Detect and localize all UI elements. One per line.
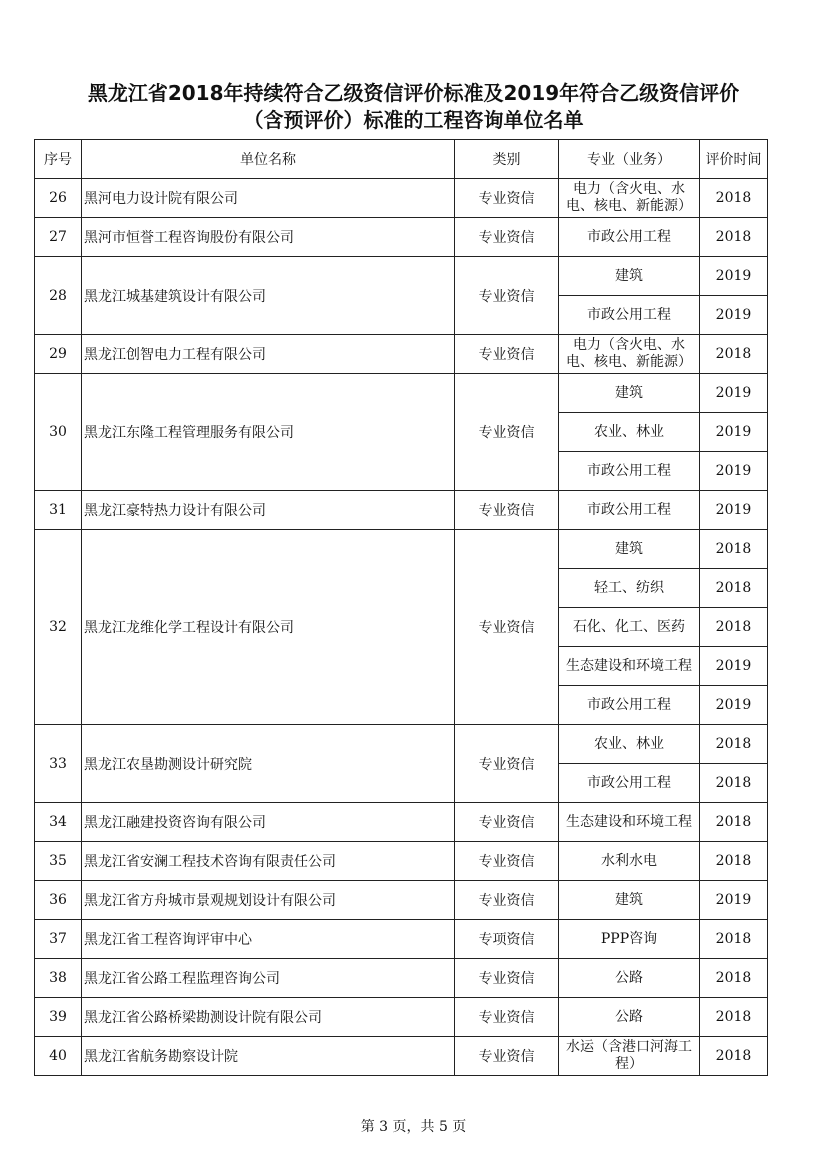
- evaluation-year: 2019: [700, 374, 768, 413]
- header-no: 序号: [35, 140, 82, 179]
- row-number: 29: [35, 335, 82, 374]
- evaluation-year: 2019: [700, 491, 768, 530]
- unit-name: 黑河市恒誉工程咨询股份有限公司: [82, 218, 455, 257]
- row-number: 35: [35, 842, 82, 881]
- specialty: 市政公用工程: [559, 218, 700, 257]
- evaluation-year: 2018: [700, 920, 768, 959]
- table-row: [35, 842, 768, 881]
- row-number: 33: [35, 725, 82, 803]
- header-name: 单位名称: [82, 140, 455, 179]
- unit-name: 黑龙江省工程咨询评审中心: [82, 920, 455, 959]
- page-footer: 第 3 页，共 5 页: [360, 1119, 467, 1135]
- evaluation-year: 2018: [700, 842, 768, 881]
- header-year: 评价时间: [700, 140, 768, 179]
- row-number: 38: [35, 959, 82, 998]
- evaluation-year: 2018: [700, 530, 768, 569]
- evaluation-year: 2019: [700, 881, 768, 920]
- row-number: 32: [35, 530, 82, 725]
- evaluation-year: 2018: [700, 1037, 768, 1076]
- table-row: [35, 530, 768, 569]
- table-row: [35, 920, 768, 959]
- evaluation-year: 2019: [700, 686, 768, 725]
- category: 专业资信: [455, 491, 559, 530]
- evaluation-year: 2018: [700, 218, 768, 257]
- row-number: 26: [35, 179, 82, 218]
- specialty: 建筑: [559, 881, 700, 920]
- evaluation-year: 2019: [700, 413, 768, 452]
- document-title-line-1: 黑龙江省2018年持续符合乙级资信评价标准及2019年符合乙级资信评价: [87, 81, 740, 105]
- table-row: [35, 335, 768, 374]
- specialty: 生态建设和环境工程: [559, 803, 700, 842]
- unit-name: 黑龙江农垦勘测设计研究院: [82, 725, 455, 803]
- table-header-row: [35, 140, 768, 179]
- evaluation-year: 2018: [700, 725, 768, 764]
- specialty: 石化、化工、医药: [559, 608, 700, 647]
- evaluation-year: 2018: [700, 608, 768, 647]
- specialty: 农业、林业: [559, 413, 700, 452]
- evaluation-year: 2019: [700, 647, 768, 686]
- specialty: 市政公用工程: [559, 491, 700, 530]
- table-row: [35, 803, 768, 842]
- evaluation-year: 2019: [700, 296, 768, 335]
- row-number: 28: [35, 257, 82, 335]
- category: 专业资信: [455, 335, 559, 374]
- category: 专业资信: [455, 257, 559, 335]
- unit-name: 黑龙江省方舟城市景观规划设计有限公司: [82, 881, 455, 920]
- table-row: [35, 491, 768, 530]
- specialty: 市政公用工程: [559, 452, 700, 491]
- specialty: 公路: [559, 998, 700, 1037]
- unit-name: 黑龙江融建投资咨询有限公司: [82, 803, 455, 842]
- row-number: 40: [35, 1037, 82, 1076]
- specialty: 建筑: [559, 257, 700, 296]
- evaluation-year: 2018: [700, 803, 768, 842]
- category: 专业资信: [455, 1037, 559, 1076]
- specialty: 市政公用工程: [559, 686, 700, 725]
- evaluation-year: 2018: [700, 335, 768, 374]
- specialty: 生态建设和环境工程: [559, 647, 700, 686]
- unit-name: 黑龙江省公路工程监理咨询公司: [82, 959, 455, 998]
- table-row: [35, 218, 768, 257]
- row-number: 31: [35, 491, 82, 530]
- table-row: [35, 881, 768, 920]
- category: 专业资信: [455, 842, 559, 881]
- specialty: 建筑: [559, 530, 700, 569]
- category: 专业资信: [455, 725, 559, 803]
- header-category: 类别: [455, 140, 559, 179]
- unit-name: 黑龙江东隆工程管理服务有限公司: [82, 374, 455, 491]
- unit-name: 黑龙江省安澜工程技术咨询有限责任公司: [82, 842, 455, 881]
- specialty: 水运（含港口河海工程）: [559, 1037, 700, 1076]
- category: 专项资信: [455, 920, 559, 959]
- table-body: [35, 179, 768, 1076]
- row-number: 34: [35, 803, 82, 842]
- specialty: 电力（含火电、水电、核电、新能源）: [559, 179, 700, 218]
- table-row: [35, 179, 768, 218]
- row-number: 27: [35, 218, 82, 257]
- category: 专业资信: [455, 374, 559, 491]
- category: 专业资信: [455, 803, 559, 842]
- specialty: 市政公用工程: [559, 764, 700, 803]
- row-number: 36: [35, 881, 82, 920]
- unit-name: 黑龙江城基建筑设计有限公司: [82, 257, 455, 335]
- specialty: 市政公用工程: [559, 296, 700, 335]
- document-title-line-2: （含预评价）标准的工程咨询单位名单: [243, 108, 584, 132]
- table-row: [35, 374, 768, 413]
- unit-list-table: [34, 139, 768, 1076]
- table-row: [35, 959, 768, 998]
- specialty: PPP咨询: [559, 920, 700, 959]
- table-row: [35, 725, 768, 764]
- header-specialty: 专业（业务）: [559, 140, 700, 179]
- specialty: 轻工、纺织: [559, 569, 700, 608]
- table-row: [35, 257, 768, 296]
- specialty: 公路: [559, 959, 700, 998]
- category: 专业资信: [455, 530, 559, 725]
- evaluation-year: 2018: [700, 569, 768, 608]
- table-row: [35, 1037, 768, 1076]
- category: 专业资信: [455, 998, 559, 1037]
- row-number: 30: [35, 374, 82, 491]
- evaluation-year: 2018: [700, 179, 768, 218]
- specialty: 农业、林业: [559, 725, 700, 764]
- category: 专业资信: [455, 179, 559, 218]
- category: 专业资信: [455, 218, 559, 257]
- row-number: 39: [35, 998, 82, 1037]
- unit-name: 黑龙江创智电力工程有限公司: [82, 335, 455, 374]
- specialty: 建筑: [559, 374, 700, 413]
- row-number: 37: [35, 920, 82, 959]
- category: 专业资信: [455, 959, 559, 998]
- evaluation-year: 2018: [700, 998, 768, 1037]
- specialty: 电力（含火电、水电、核电、新能源）: [559, 335, 700, 374]
- evaluation-year: 2018: [700, 764, 768, 803]
- evaluation-year: 2019: [700, 257, 768, 296]
- category: 专业资信: [455, 881, 559, 920]
- unit-name: 黑河电力设计院有限公司: [82, 179, 455, 218]
- evaluation-year: 2019: [700, 452, 768, 491]
- unit-name: 黑龙江龙维化学工程设计有限公司: [82, 530, 455, 725]
- specialty: 水利水电: [559, 842, 700, 881]
- table-row: [35, 998, 768, 1037]
- unit-name: 黑龙江豪特热力设计有限公司: [82, 491, 455, 530]
- evaluation-year: 2018: [700, 959, 768, 998]
- unit-name: 黑龙江省公路桥梁勘测设计院有限公司: [82, 998, 455, 1037]
- unit-name: 黑龙江省航务勘察设计院: [82, 1037, 455, 1076]
